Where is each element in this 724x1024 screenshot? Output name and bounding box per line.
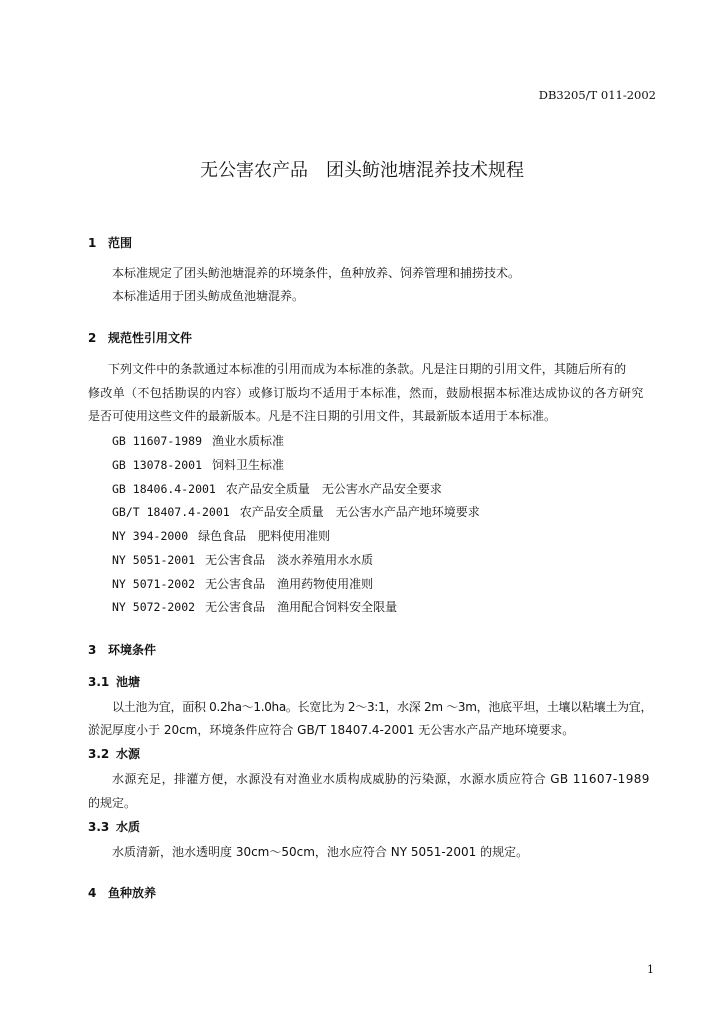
paragraph-line: 是否可使用这些文件的最新版本。凡是不注日期的引用文件，其最新版本适用于本标准。 [88,409,557,423]
section-title: 水质 [116,820,141,834]
paragraph-line: 的规定。 [88,796,137,810]
reference-code: NY 5051-2001 [112,553,196,567]
document-title: 无公害农产品 团头鲂池塘混养技术规程 [200,160,524,181]
reference-item [112,551,373,568]
reference-code: GB 11607-1989 [112,434,203,448]
page-number: 1 [647,963,654,976]
paragraph-line: 以土池为宜，面积 0.2ha～1.0ha。长宽比为 2～3:1，水深 2m ～3m，池底平坦，土壤以粘壤土为宜， [112,700,653,714]
reference-name: 农产品安全质量 无公害水产品安全要求 [225,482,442,496]
section-title: 水源 [116,747,141,761]
reference-code: GB 18406.4-2001 [112,482,216,496]
section-number: 4 [88,886,97,900]
section-title: 范围 [108,236,133,250]
reference-code: GB 13078-2001 [112,458,203,472]
paragraph-line: 水源充足，排灌方便，水源没有对渔业水质构成威胁的污染源，水源水质应符合 GB 11607-1989 [112,772,650,786]
reference-code: GB/T 18407.4-2001 [112,505,230,519]
reference-item [112,527,330,544]
reference-item [112,480,442,497]
section-number: 3.2 [88,747,110,761]
section-3-3-heading [88,818,140,835]
section-2-heading [88,329,192,346]
reference-name: 渔业水质标准 [212,434,285,448]
reference-code: NY 5071-2002 [112,577,196,591]
reference-name: 无公害食品 渔用配合饲料安全限量 [205,600,398,614]
section-1-heading [88,234,132,251]
section-3-2-heading [88,745,140,762]
reference-item [112,503,480,520]
reference-name: 饲料卫生标准 [212,458,285,472]
section-title: 环境条件 [108,643,157,657]
section-number: 3.3 [88,820,110,834]
paragraph-line: 修改单（不包括勘误的内容）或修订版均不适用于本标准，然而，鼓励根据本标准达成协议的各方研究 [88,386,644,400]
reference-name: 无公害食品 渔用药物使用准则 [205,577,374,591]
paragraph-line: 下列文件中的条款通过本标准的引用而成为本标准的条款。凡是注日期的引用文件，其随后所有的 [108,362,627,376]
section-title: 池塘 [116,675,141,689]
reference-code: NY 5072-2002 [112,600,196,614]
reference-code: NY 394-2000 [112,529,189,543]
section-number: 1 [88,236,97,250]
reference-name: 农产品安全质量 无公害水产品产地环境要求 [239,505,480,519]
standard-code: DB3205/T 011-2002 [538,88,656,102]
reference-item [112,598,397,615]
paragraph-line: 本标准规定了团头鲂池塘混养的环境条件，鱼种放养、饲养管理和捕捞技术。 [112,266,521,280]
section-3-heading [88,641,156,658]
section-title: 规范性引用文件 [108,331,193,345]
section-number: 2 [88,331,97,345]
paragraph-line: 淤泥厚度小于 20cm，环境条件应符合 GB/T 18407.4-2001 无公害水产品产地环境要求。 [88,723,575,737]
reference-item [112,432,284,449]
reference-item [112,575,373,592]
section-3-1-heading [88,673,140,690]
paragraph-line: 水质清新，池水透明度 30cm～50cm，池水应符合 NY 5051-2001 的规定。 [112,845,529,859]
reference-name: 无公害食品 淡水养殖用水水质 [205,553,374,567]
section-number: 3 [88,643,97,657]
section-title: 鱼种放养 [108,886,157,900]
section-number: 3.1 [88,675,110,689]
section-4-heading [88,884,156,901]
reference-name: 绿色食品 肥料使用准则 [198,529,331,543]
reference-item [112,456,284,473]
paragraph-line: 本标准适用于团头鲂成鱼池塘混养。 [112,289,305,303]
